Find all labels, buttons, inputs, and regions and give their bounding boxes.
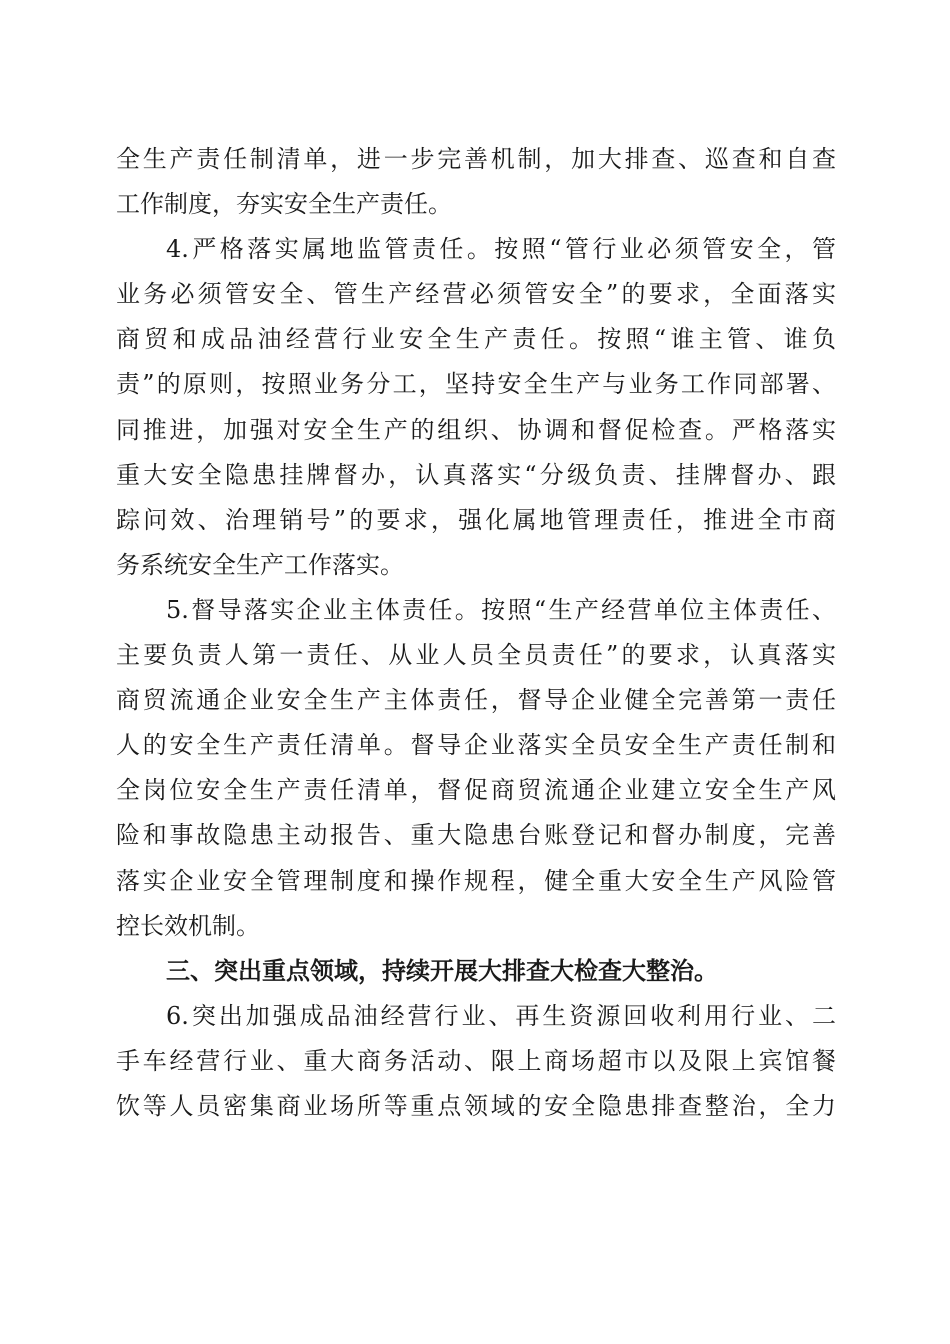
text-line: 商贸和成品油经营行业安全生产责任。按照“谁主管、谁负: [116, 325, 836, 354]
text-line: 工作制度，夯实安全生产责任。: [116, 190, 452, 219]
text-line: 人的安全生产责任清单。督导企业落实全员安全生产责任制和: [116, 731, 836, 760]
text-line: 重大安全隐患挂牌督办，认真落实“分级负责、挂牌督办、跟: [116, 460, 836, 489]
text-line: 业务必须管安全、管生产经营必须管安全”的要求，全面落实: [116, 280, 836, 309]
text-line: 务系统安全生产工作落实。: [116, 550, 404, 579]
paragraph-start-line: 6.突出加强成品油经营行业、再生资源回收利用行业、二: [166, 1001, 836, 1030]
text-line: 手车经营行业、重大商务活动、限上商场超市以及限上宾馆餐: [116, 1046, 836, 1075]
text-line: 主要负责人第一责任、从业人员全员责任”的要求，认真落实: [116, 641, 836, 670]
document-body: [116, 137, 836, 1129]
text-line: 踪问效、治理销号”的要求，强化属地管理责任，推进全市商: [116, 505, 836, 534]
paragraph-start-line: 5.督导落实企业主体责任。按照“生产经营单位主体责任、: [166, 595, 836, 624]
text-line: 同推进，加强对安全生产的组织、协调和督促检查。严格落实: [116, 415, 836, 444]
text-line: 全生产责任制清单，进一步完善机制，加大排查、巡查和自查: [116, 145, 836, 173]
text-line: 落实企业安全管理制度和操作规程，健全重大安全生产风险管: [116, 866, 836, 895]
text-line: 商贸流通企业安全生产主体责任，督导企业健全完善第一责任: [116, 686, 836, 715]
text-line: 控长效机制。: [116, 911, 260, 940]
section-heading: 三、突出重点领域，持续开展大排查大检查大整治。: [166, 956, 718, 985]
text-line: 饮等人员密集商业场所等重点领域的安全隐患排查整治，全力: [116, 1091, 836, 1120]
text-line: 险和事故隐患主动报告、重大隐患台账登记和督办制度，完善: [116, 821, 836, 850]
paragraph-start-line: 4.严格落实属地监管责任。按照“管行业必须管安全，管: [166, 235, 836, 264]
text-line: 全岗位安全生产责任清单，督促商贸流通企业建立安全生产风: [116, 776, 836, 805]
text-line: 责”的原则，按照业务分工，坚持安全生产与业务工作同部署、: [116, 370, 836, 399]
